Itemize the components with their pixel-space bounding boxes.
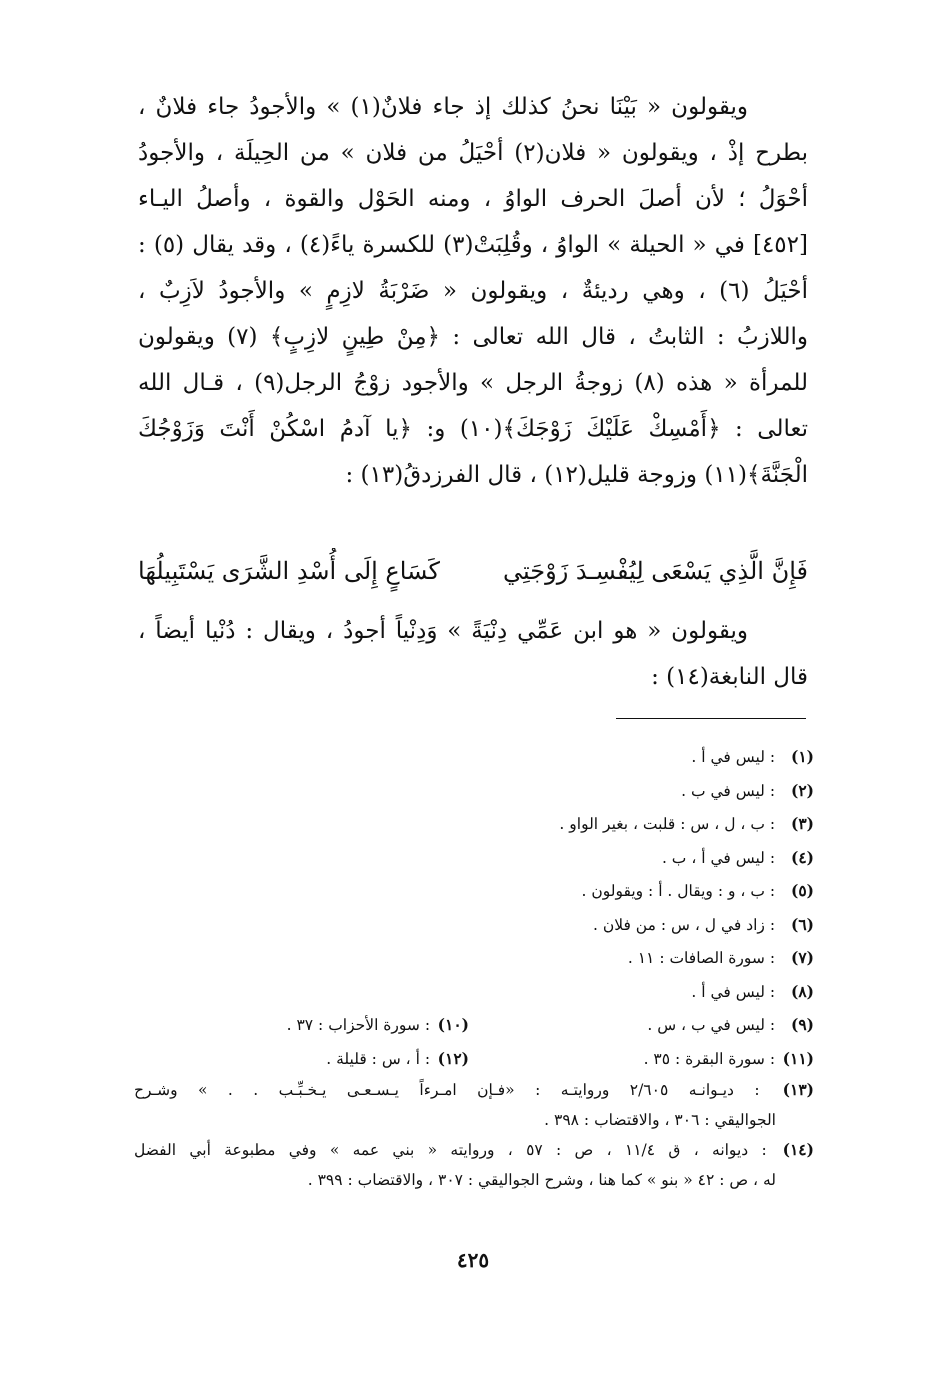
body-line: للمرأة « هذه (٨) زوجةُ الرجل » والأجود زوْجُ الرجل(٩) ، قـال الله — [138, 370, 808, 396]
footnote-number: (١١) — [782, 1048, 814, 1068]
footnote — [134, 1075, 814, 1135]
continuation-text — [138, 608, 808, 700]
footnote — [134, 740, 814, 774]
footnote-text: : ب ، و : ويقال . أ : ويقولون . — [581, 882, 776, 900]
footnote-text: : سورة البقرة : ٣٥ . — [643, 1049, 776, 1068]
footnote-text: : سورة الصافات : ١١ . — [627, 949, 776, 967]
body-line: أحْيَلُ (٦) ، وهي رديئةٌ ، ويقولون « ضَرْبَةُ لازِمٍ » والأجودُ لاَزِبٌ ، — [138, 278, 808, 304]
footnote — [134, 908, 814, 942]
body-line: قال النابغة(١٤) : — [651, 664, 808, 690]
body-line: أحْوَلُ ؛ لأن أصلَ الحرف الواوُ ، ومنه الحَوْل والقوة ، وأصلُ اليـاء — [138, 186, 808, 212]
footnote-separator — [616, 718, 806, 719]
footnote-text: : ديـوانـه ٢/٦٠٥ وروايتـه : «فـإن امـرءاً يـسـعـى يـخـبِّـب . . » وشـرح — [134, 1081, 760, 1099]
footnote-text: : ب ، ل ، س : قلبت ، بغير الواو . — [559, 815, 776, 833]
footnote-line: الجواليقي : ٣٠٦ ، والاقتضاب : ٣٩٨ . — [544, 1111, 776, 1129]
footnote-text: : ليس في أ . — [691, 748, 776, 766]
body-line: الْجَنَّةَ﴾(١١) وزوجة قليل(١٢) ، قال الفرزدقُ(١٣) : — [345, 462, 808, 488]
footnote-text: : ليس في أ ، ب . — [661, 848, 776, 867]
footnotes — [134, 740, 814, 1195]
footnote — [134, 807, 814, 841]
footnote-number: (٢) — [790, 780, 814, 800]
body-line: ويقولون « هو ابن عَمِّي دِنْيَةً » وَدِنْياً أجودُ ، ويقال : دُنْيا أيضاً ، — [138, 618, 748, 644]
footnote-number: (١٢) — [437, 1048, 469, 1068]
footnote-number: (١) — [790, 747, 814, 766]
footnote — [134, 774, 814, 808]
footnote-line — [134, 1135, 814, 1165]
main-text — [138, 84, 808, 498]
footnote — [134, 975, 814, 1009]
footnote-text: : زاد في ل ، س : من فلان . — [592, 915, 776, 934]
footnote-text: : ديوانه ، ق ١١/٤ ، ص : ٥٧ ، وروايته « بني عمه » وفي مطبوعة أبي الفضل — [134, 1141, 767, 1159]
body-line: تعالى : ﴿أَمْسِكْ عَلَيْكَ زَوْجَكَ﴾(١٠) و: ﴿يا آدمُ اسْكُنْ أَنْتَ وَزَوْجُكَ — [138, 416, 808, 442]
footnote-number: (٨) — [790, 981, 814, 1001]
footnote-number: (١٠) — [437, 1015, 469, 1034]
footnote-line — [134, 1075, 814, 1105]
footnote-number: (١٣) — [782, 1080, 814, 1099]
footnote-number: (٩) — [790, 1015, 814, 1034]
verse-first-hemistich: فَإِنَّ الَّذِي يَسْعَى لِيُفْسِـدَ زَوْجَتِي — [503, 557, 808, 585]
footnote-text: : ليس في ب . — [681, 781, 776, 800]
body-line: بطرح إذْ ، ويقولون « فلان(٢) أحْيَلُ من فلان » من الحِيلَة ، والأجودُ — [138, 140, 808, 166]
footnote-text: : أ ، س : قليلة . — [326, 1049, 431, 1068]
body-line: [٤٥٢] في « الحيلة » الواوُ ، وقُلِبَتْ(٣) للكسرة ياءً(٤) ، وقد يقال (٥) : — [138, 232, 808, 258]
footnote-line: له ، ص : ٤٢ « بنو » كما هنا ، وشرح الجواليقي : ٣٠٧ ، والاقتضاب : ٣٩٩ . — [307, 1171, 776, 1189]
poetry-verse — [138, 548, 808, 594]
footnote — [134, 841, 814, 875]
footnote-number: (٧) — [790, 948, 814, 967]
footnote-second-column — [287, 1008, 469, 1043]
footnote-number: (٣) — [790, 814, 814, 833]
footnote-number: (٦) — [790, 914, 814, 934]
footnote-text: : ليس في ب ، س . — [647, 1016, 776, 1034]
footnote-text: : سورة الأحزاب : ٣٧ . — [286, 1016, 431, 1034]
page-number: ٤٢٥ — [456, 1248, 490, 1272]
verse-second-hemistich: كَسَاعٍ إِلَى أُسْدِ الشَّرَى يَسْتَبِيلُهَا — [138, 557, 440, 585]
footnote — [134, 1042, 814, 1076]
footnote-number: (١٤) — [782, 1140, 814, 1159]
footnote-number: (٥) — [790, 881, 814, 900]
body-line: ويقولون « بَيْنَا نحنُ كذلك إذ جاء فلانٌ(١) » والأجودُ جاء فلانٌ ، — [138, 94, 748, 120]
footnote — [134, 1008, 814, 1042]
footnote-number: (٤) — [790, 847, 814, 867]
footnote — [134, 874, 814, 908]
footnote — [134, 1135, 814, 1195]
footnote-text: : ليس في أ . — [691, 982, 776, 1001]
footnote-second-column — [326, 1042, 469, 1077]
body-line: واللازبُ : الثابتُ ، قال الله تعالى : ﴿مِنْ طِينٍ لازِبٍ﴾ (٧) ويقولون — [138, 324, 808, 350]
footnote — [134, 941, 814, 975]
